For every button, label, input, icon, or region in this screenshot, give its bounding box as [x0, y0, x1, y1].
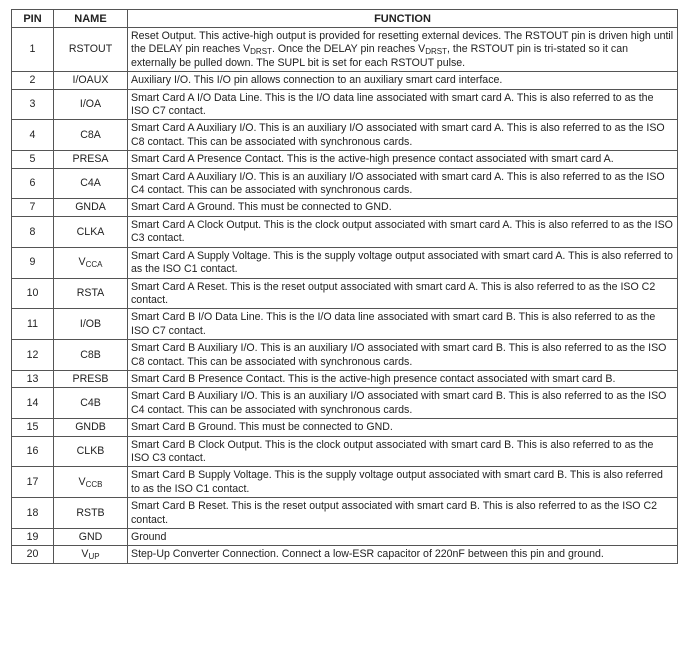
- pin-cell: 3: [12, 89, 54, 120]
- pin-column-header: PIN: [12, 10, 54, 28]
- name-column-header: NAME: [54, 10, 128, 28]
- pin-cell: 19: [12, 529, 54, 546]
- function-cell: Smart Card A Presence Contact. This is the active-high presence contact associated with smart card A.: [128, 151, 678, 168]
- pin-cell: 14: [12, 388, 54, 419]
- pin-cell: 2: [12, 72, 54, 89]
- name-cell: $V_{CCA}$: [54, 247, 128, 278]
- table-row: [12, 278, 678, 309]
- table-row: [12, 340, 678, 371]
- table-row: [12, 120, 678, 151]
- function-cell: Smart Card A I/O Data Line. This is the I/O data line associated with smart card A. This is also referred to as the ISO C7 contact.: [128, 89, 678, 120]
- pin-cell: 5: [12, 151, 54, 168]
- name-cell: GNDB: [54, 419, 128, 436]
- function-cell: Smart Card B Auxiliary I/O. This is an auxiliary I/O associated with smart card B. This is also referred to as the ISO C4 contact. This can be associated with synchronous cards.: [128, 388, 678, 419]
- pin-cell: 7: [12, 199, 54, 216]
- function-cell: Smart Card B Auxiliary I/O. This is an auxiliary I/O associated with smart card B. This is also referred to as the ISO C8 contact. This can be associated with synchronous cards.: [128, 340, 678, 371]
- function-column-header: FUNCTION: [128, 10, 678, 28]
- table-row: [12, 467, 678, 498]
- table-row: [12, 28, 678, 72]
- function-cell: Smart Card A Auxiliary I/O. This is an auxiliary I/O associated with smart card A. This is also referred to as the ISO C8 contact. This can be associated with synchronous cards.: [128, 120, 678, 151]
- pin-cell: 6: [12, 168, 54, 199]
- name-cell: I/OB: [54, 309, 128, 340]
- function-cell: Reset Output. This active-high output is provided for resetting external devices. The RSTOUT pin is driven high until the DELAY pin reaches $V_{DRST}$. Once the DELAY pin reaches $V_{DRST}$, the RSTOUT pin is tri-stated so it can externally be pulled down. The SUPL bit is set for each RSTOUT pulse.: [128, 28, 678, 72]
- function-cell: Smart Card B Reset. This is the reset output associated with smart card B. This is also referred to as the ISO C2 contact.: [128, 498, 678, 529]
- name-cell: $V_{CCB}$: [54, 467, 128, 498]
- name-cell: C4B: [54, 388, 128, 419]
- table-row: [12, 419, 678, 436]
- name-cell: CLKA: [54, 216, 128, 247]
- pin-cell: 4: [12, 120, 54, 151]
- pin-cell: 8: [12, 216, 54, 247]
- function-cell: Smart Card B Supply Voltage. This is the supply voltage output associated with smart card B. This is also referred to as the ISO C1 contact.: [128, 467, 678, 498]
- name-cell: I/OA: [54, 89, 128, 120]
- table-row: [12, 89, 678, 120]
- name-cell: PRESB: [54, 370, 128, 387]
- function-cell: Smart Card B Ground. This must be connected to GND.: [128, 419, 678, 436]
- table-row: [12, 529, 678, 546]
- pin-description-table-container: [11, 9, 677, 564]
- table-row: [12, 388, 678, 419]
- table-row: [12, 498, 678, 529]
- name-cell: RSTA: [54, 278, 128, 309]
- name-cell: PRESA: [54, 151, 128, 168]
- name-cell: C8A: [54, 120, 128, 151]
- function-cell: Smart Card A Auxiliary I/O. This is an auxiliary I/O associated with smart card A. This is also referred to as the ISO C4 contact. This can be associated with synchronous cards.: [128, 168, 678, 199]
- table-row: [12, 199, 678, 216]
- function-cell: Ground: [128, 529, 678, 546]
- pin-cell: 12: [12, 340, 54, 371]
- name-cell: I/OAUX: [54, 72, 128, 89]
- name-cell: GND: [54, 529, 128, 546]
- table-row: [12, 247, 678, 278]
- pin-cell: 11: [12, 309, 54, 340]
- pin-cell: 20: [12, 546, 54, 563]
- table-row: [12, 370, 678, 387]
- table-row: [12, 168, 678, 199]
- function-cell: Smart Card B Presence Contact. This is the active-high presence contact associated with smart card B.: [128, 370, 678, 387]
- function-cell: Auxiliary I/O. This I/O pin allows connection to an auxiliary smart card interface.: [128, 72, 678, 89]
- pin-cell: 15: [12, 419, 54, 436]
- pin-cell: 10: [12, 278, 54, 309]
- pin-cell: 13: [12, 370, 54, 387]
- table-row: [12, 151, 678, 168]
- function-cell: Smart Card B I/O Data Line. This is the I/O data line associated with smart card B. This is also referred to as the ISO C7 contact.: [128, 309, 678, 340]
- name-cell: $V_{UP}$: [54, 546, 128, 563]
- function-cell: Smart Card A Clock Output. This is the clock output associated with smart card A. This is also referred to as the ISO C3 contact.: [128, 216, 678, 247]
- pin-cell: 17: [12, 467, 54, 498]
- table-header-row: [12, 10, 678, 28]
- table-row: [12, 72, 678, 89]
- name-cell: C8B: [54, 340, 128, 371]
- table-row: [12, 216, 678, 247]
- function-cell: Smart Card A Ground. This must be connected to GND.: [128, 199, 678, 216]
- table-row: [12, 436, 678, 467]
- name-cell: RSTOUT: [54, 28, 128, 72]
- name-cell: C4A: [54, 168, 128, 199]
- function-cell: Smart Card A Reset. This is the reset output associated with smart card A. This is also referred to as the ISO C2 contact.: [128, 278, 678, 309]
- function-cell: Smart Card A Supply Voltage. This is the supply voltage output associated with smart card A. This is also referred to as the ISO C1 contact.: [128, 247, 678, 278]
- pin-cell: 1: [12, 28, 54, 72]
- name-cell: GNDA: [54, 199, 128, 216]
- pin-description-table: [11, 9, 678, 564]
- name-cell: RSTB: [54, 498, 128, 529]
- function-cell: Step-Up Converter Connection. Connect a low-ESR capacitor of 220nF between this pin and ground.: [128, 546, 678, 563]
- table-row: [12, 309, 678, 340]
- table-row: [12, 546, 678, 563]
- function-cell: Smart Card B Clock Output. This is the clock output associated with smart card B. This is also referred to as the ISO C3 contact.: [128, 436, 678, 467]
- name-cell: CLKB: [54, 436, 128, 467]
- pin-cell: 16: [12, 436, 54, 467]
- pin-cell: 9: [12, 247, 54, 278]
- pin-cell: 18: [12, 498, 54, 529]
